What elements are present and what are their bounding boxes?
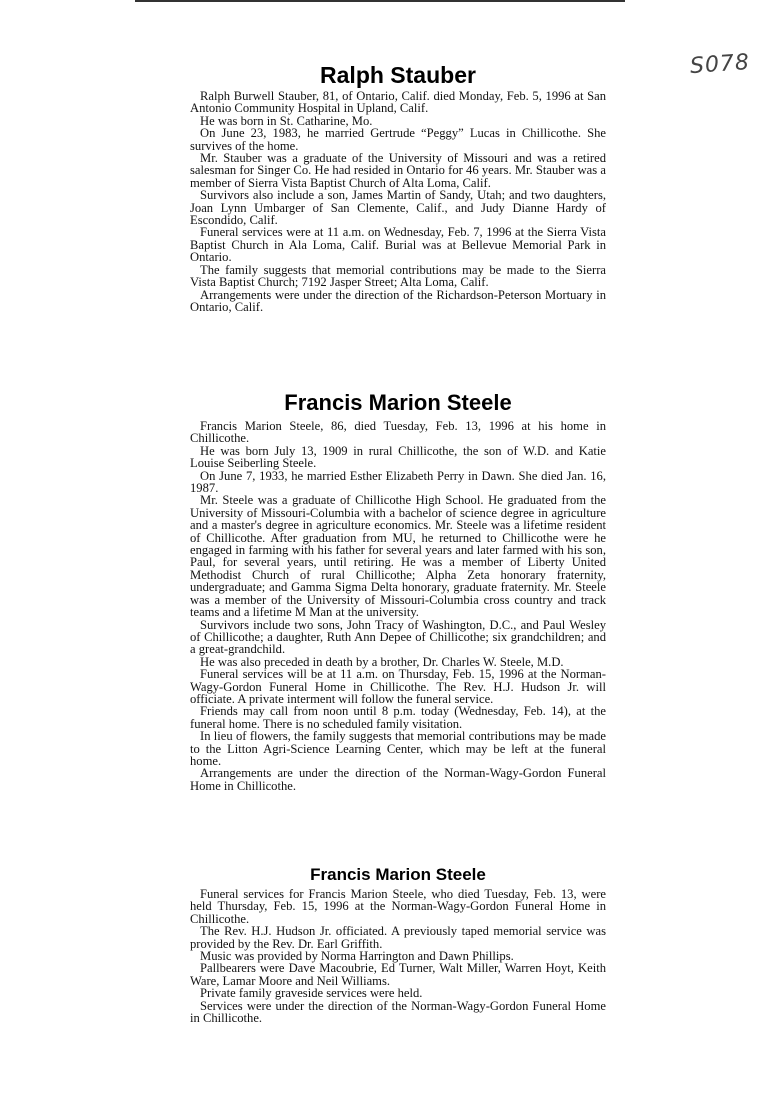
paragraph: He was born in St. Catharine, Mo. [200,113,373,128]
handwritten-annotation: S078 [689,49,751,80]
obituary-francis-marion-steele [190,390,606,792]
paragraph: Ralph Burwell Stauber, 81, of Ontario, Calif. died Monday, Feb. 5, 1996 at San Antonio Community Hospital in Upland, Calif. [190,89,606,116]
paragraph: Arrangements were under the direction of the Richardson-Peterson Mortuary in Ontario, Calif. [190,287,606,314]
paragraph: Music was provided by Norma Harrington and Dawn Phillips. [200,949,514,964]
paragraph: Funeral services for Francis Marion Steele, who died Tuesday, Feb. 13, were held Thursday, Feb. 15, 1996 at the Norman-Wagy-Gordon Funeral Home in Chillicothe. [190,887,606,926]
paragraph: Arrangements are under the direction of the Norman-Wagy-Gordon Funeral Home in Chillicothe. [190,766,606,793]
paragraph: Funeral services will be at 11 a.m. on Thursday, Feb. 15, 1996 at the Norman-Wagy-Gordon Funeral Home in Chillicothe. The Rev. H.J. Hudson Jr. will officiate. A private interment will follow the funeral service. [190,667,606,706]
paragraph: Francis Marion Steele, 86, died Tuesday, Feb. 13, 1996 at his home in Chillicothe. [190,419,606,446]
paragraph: Private family graveside services were held. [200,986,423,1001]
paragraph: Pallbearers were Dave Macoubrie, Ed Turner, Walt Miller, Warren Hoyt, Keith Ware, Lamar Moore and Neil Williams. [190,961,606,988]
paragraph: On June 7, 1933, he married Esther Elizabeth Perry in Dawn. She died Jan. 16, 1987. [190,468,606,496]
paragraph: He was born July 13, 1909 in rural Chillicothe, the son of W.D. and Katie Louise Seiberling Steele. [190,443,606,471]
paragraph: In lieu of flowers, the family suggests that memorial contributions may be made to the Litton Agri-Science Learning Center, which may be left at the funeral home. [190,729,606,768]
paragraph: The family suggests that memorial contributions may be made to the Sierra Vista Baptist Church; 7192 Jasper Street; Alta Loma, Calif. [190,262,606,290]
obituary-title: Francis Marion Steele [284,390,512,415]
paragraph: On June 23, 1983, he married Gertrude “Peggy” Lucas in Chillicothe. She survives of the home. [190,126,606,153]
paragraph: Mr. Stauber was a graduate of the University of Missouri and was a retired salesman for Singer Co. He had resided in Ontario for 46 years. Mr. Stauber was a member of Sierra Vista Baptist Church of Alta Loma, Calif. [190,151,606,190]
obituary-title: Ralph Stauber [320,62,476,88]
paragraph: Survivors include two sons, John Tracy of Washington, D.C., and Paul Wesley of Chillicothe; a daughter, Ruth Ann Depee of Chillicothe; six grandchildren; and a great-grandchild. [190,617,606,657]
paragraph: Funeral services were at 11 a.m. on Wednesday, Feb. 7, 1996 at the Sierra Vista Baptist Church in Ala Loma, Calif. Burial was at Bellevue Memorial Park in Ontario. [190,225,606,265]
paragraph: Survivors also include a son, James Martin of Sandy, Utah; and two daughters, Joan Lynn Umbarger of San Clemente, Calif., and Judy Dianne Hardy of Escondido, Calif. [190,188,606,228]
obituary-title: Francis Marion Steele [310,865,486,884]
paragraph: He was also preceded in death by a brother, Dr. Charles W. Steele, M.D. [200,654,564,669]
paragraph: The Rev. H.J. Hudson Jr. officiated. A previously taped memorial service was provided by the Rev. Dr. Earl Griffith. [190,924,606,951]
paragraph: Mr. Steele was a graduate of Chillicothe High School. He graduated from the University of Missouri-Columbia with a bachelor of science degree in agriculture and a master's degree in agriculture economics. Mr. Steele was a lifetime resident of Chillicothe. After graduation from MU, he returned to Chillicothe were he engaged in farming with his father for several years and later farmed with his son, Paul, for several years, until retiring. He was a member of Liberty United Methodist Church of rural Chillicothe; Alpha Zeta honorary fraternity, undergraduate; and Gamma Sigma Delta honorary, graduate fraternity. Mr. Steele was a member of the University of Missouri-Columbia cross country and track teams and a lifetime M Man at the university. [190,493,606,620]
obituary-ralph-stauber [190,62,606,313]
funeral-notice-francis-marion-steele [190,864,606,1024]
top-border-line [135,0,625,2]
paragraph: Friends may call from noon until 8 p.m. today (Wednesday, Feb. 14), at the funeral home. There is no scheduled family visitation. [190,704,606,731]
paragraph: Services were under the direction of the Norman-Wagy-Gordon Funeral Home in Chillicothe. [190,998,606,1026]
